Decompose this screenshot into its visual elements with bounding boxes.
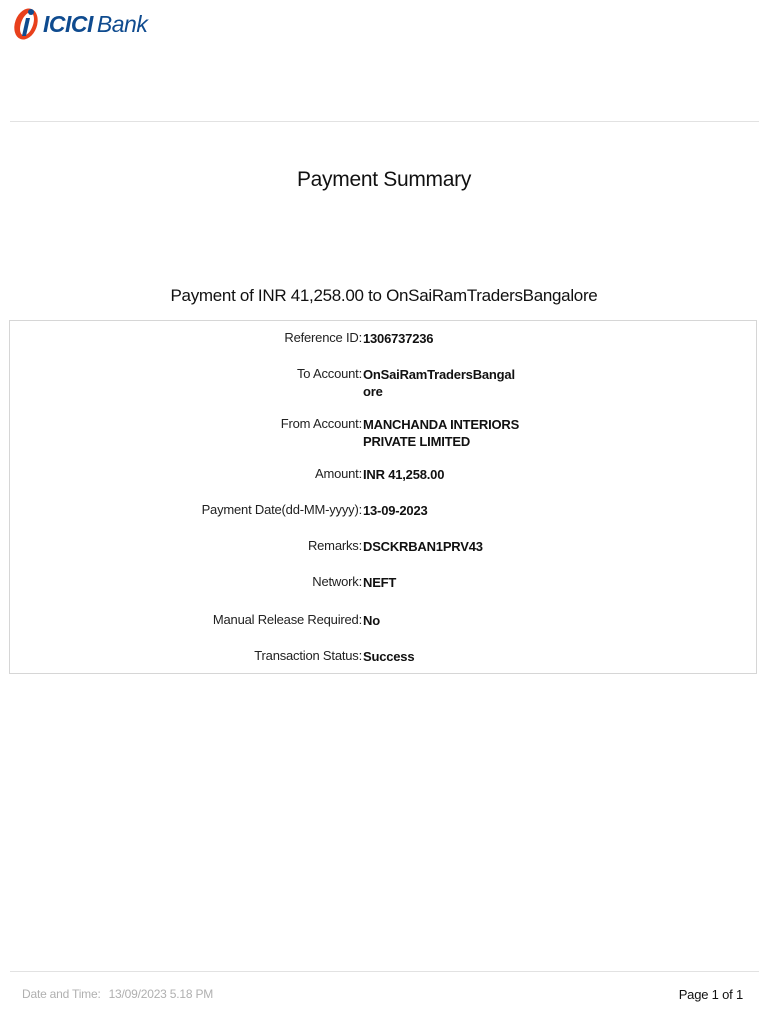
reference-id-label: Reference ID: bbox=[284, 330, 362, 345]
transaction-status-value: Success bbox=[363, 649, 415, 664]
footer-datetime bbox=[22, 987, 213, 1001]
manual-release-value: No bbox=[363, 613, 380, 628]
network-value: NEFT bbox=[363, 575, 397, 590]
icici-logo-mark-icon bbox=[12, 2, 42, 42]
amount-label: Amount: bbox=[314, 466, 362, 481]
payment-date-label: Payment Date(dd-MM-yyyy): bbox=[201, 502, 362, 517]
from-account-label: From Account: bbox=[280, 416, 362, 431]
remarks-value: DSCKRBAN1PRV43 bbox=[363, 539, 483, 554]
bank-logo bbox=[12, 2, 147, 42]
to-account-label: To Account: bbox=[296, 366, 362, 381]
header-divider bbox=[10, 121, 759, 122]
from-account-value: MANCHANDA INTERIORS PRIVATE LIMITED bbox=[363, 417, 520, 449]
page-title: Payment Summary bbox=[296, 168, 472, 191]
footer-divider bbox=[10, 971, 759, 972]
remarks-label: Remarks: bbox=[307, 538, 362, 553]
payment-subtitle: Payment of INR 41,258.00 to OnSaiRamTradersBangalore bbox=[170, 286, 598, 305]
to-account-value: OnSaiRamTradersBangal ore bbox=[363, 367, 515, 399]
network-label: Network: bbox=[312, 574, 362, 589]
manual-release-label: Manual Release Required: bbox=[212, 612, 362, 627]
reference-id-value: 1306737236 bbox=[363, 331, 434, 346]
logo-name: ICICI bbox=[43, 10, 93, 37]
datetime-value: 13/09/2023 5.18 PM bbox=[108, 987, 214, 1001]
page-number: Page 1 of 1 bbox=[678, 987, 743, 1002]
logo-wordmark bbox=[43, 10, 148, 37]
payment-details-panel bbox=[9, 320, 757, 674]
amount-value: INR 41,258.00 bbox=[363, 467, 445, 482]
payment-date-value: 13-09-2023 bbox=[363, 503, 428, 518]
logo-suffix: Bank bbox=[96, 10, 148, 37]
transaction-status-label: Transaction Status: bbox=[254, 648, 362, 663]
datetime-label: Date and Time: bbox=[22, 987, 101, 1001]
